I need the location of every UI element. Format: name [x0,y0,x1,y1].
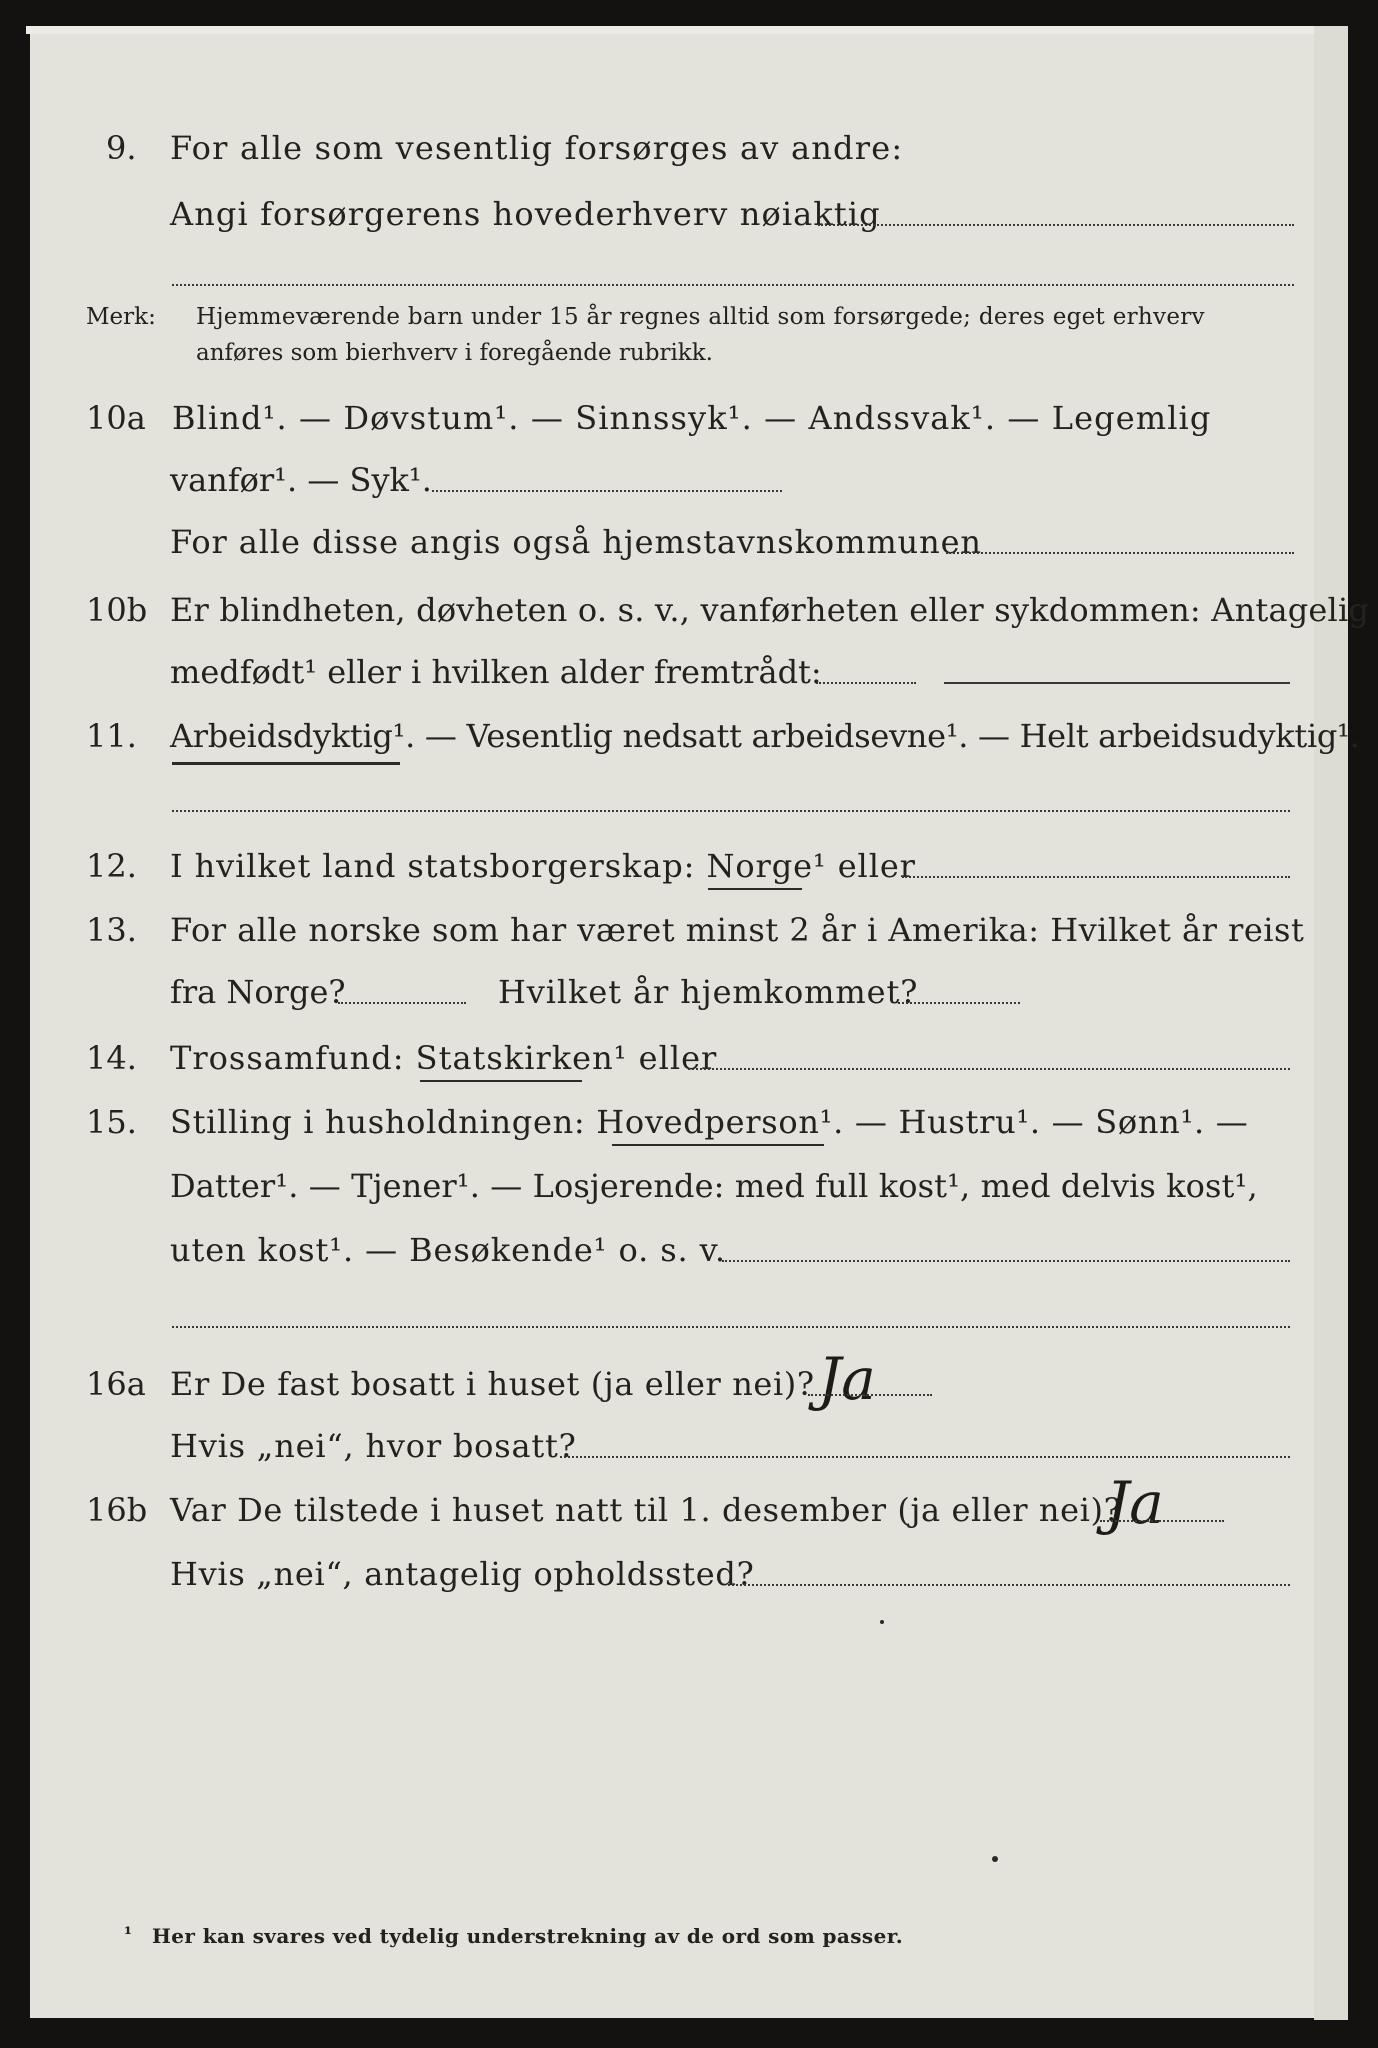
merk-line2: anføres som bierhverv i foregående rubrikk. [196,340,713,366]
footnote-text: Her kan svares ved tydelig understrekning av de ord som passer. [152,1924,904,1948]
q10a-line1: Blind¹. — Døvstum¹. — Sinnssyk¹. — Andssvak¹. — Legemlig [172,399,1212,437]
footnote-mark: ¹ [124,1924,132,1945]
q15-line1: Stilling i husholdningen: Hovedperson¹. — Hustru¹. — Sønn¹. — [170,1103,1249,1141]
q10a-hjemstavn-line [946,552,1294,554]
q9-number: 9. [106,129,137,167]
q16a-answer-line [808,1394,932,1396]
q10a-answer-line [432,490,782,492]
q10b-number: 10b [86,591,148,629]
q9-answer-line-2 [172,284,1294,286]
q16a-number: 16a [86,1365,146,1403]
q10a-line3: For alle disse angis også hjemstavnskommunen [170,523,982,561]
q14-line1: Trossamfund: Statskirken¹ eller [170,1039,718,1077]
q11-line1: Arbeidsdyktig¹. — Vesentlig nedsatt arbeidsevne¹. — Helt arbeidsudyktig¹. [170,717,1360,755]
q14-answer-line [688,1068,1290,1070]
q15-line3: uten kost¹. — Besøkende¹ o. s. v. [170,1231,726,1269]
q16b-answer-line [1100,1520,1224,1522]
q13-line1: For alle norske som har været minst 2 år i Amerika: Hvilket år reist [170,911,1305,949]
q15-answer-line-2 [172,1326,1290,1328]
q13-hjemkommet-line [898,1002,1020,1004]
q12-underline [708,888,802,890]
q13-number: 13. [86,911,137,949]
q15-line2: Datter¹. — Tjener¹. — Losjerende: med full kost¹, med delvis kost¹, [170,1167,1258,1205]
q9-answer-line [818,224,1294,226]
q9-line2: Angi forsørgerens hovederhverv nøiaktig [170,195,881,233]
q13-line2a: fra Norge? [170,973,346,1011]
page-edge-right [1314,26,1348,2020]
q16a-line1: Er De fast bosatt i huset (ja eller nei)? [170,1365,815,1403]
q13-line2b: Hvilket år hjemkommet? [498,973,919,1011]
q16a-line2: Hvis „nei“, hvor bosatt? [170,1427,577,1465]
q9-line1: For alle som vesentlig forsørges av andre: [170,129,904,167]
merk-label: Merk: [86,304,156,330]
page-edge-top [26,26,1326,34]
q11-number: 11. [86,717,137,755]
q16a-answer: Ja [818,1345,876,1413]
q14-number: 14. [86,1039,137,1077]
q16b-number: 16b [86,1491,148,1529]
q12-number: 12. [86,847,137,885]
q16b-opholdssted-line [728,1584,1290,1586]
q14-underline [420,1080,582,1082]
q10b-answer-dots [816,682,916,684]
q15-underline [612,1144,824,1146]
q13-reist-line [338,1002,466,1004]
q12-answer-line [902,876,1290,878]
q16b-line1: Var De tilstede i huset natt til 1. desember (ja eller nei)? [170,1491,1122,1529]
q15-answer-line [722,1260,1290,1262]
merk-line1: Hjemmeværende barn under 15 år regnes alltid som forsørgede; deres eget erhverv [196,304,1205,330]
q12-line1: I hvilket land statsborgerskap: Norge¹ eller [170,847,916,885]
ink-speck [880,1620,884,1624]
q16b-answer: Ja [1106,1469,1164,1537]
q10a-number: 10a [86,399,146,437]
q11-answer-line [172,810,1290,812]
q10a-line2: vanfør¹. — Syk¹. [170,461,432,499]
q10b-line1: Er blindheten, døvheten o. s. v., vanførheten eller sykdommen: Antagelig [170,591,1370,629]
ink-speck [992,1856,998,1862]
q16b-line2: Hvis „nei“, antagelig opholdssted? [170,1555,755,1593]
q11-underline [172,762,400,765]
q10b-answer-line [944,682,1290,684]
q10b-line2: medfødt¹ eller i hvilken alder fremtrådt: [170,653,822,691]
q15-number: 15. [86,1103,137,1141]
q16a-bosatt-line [560,1456,1290,1458]
